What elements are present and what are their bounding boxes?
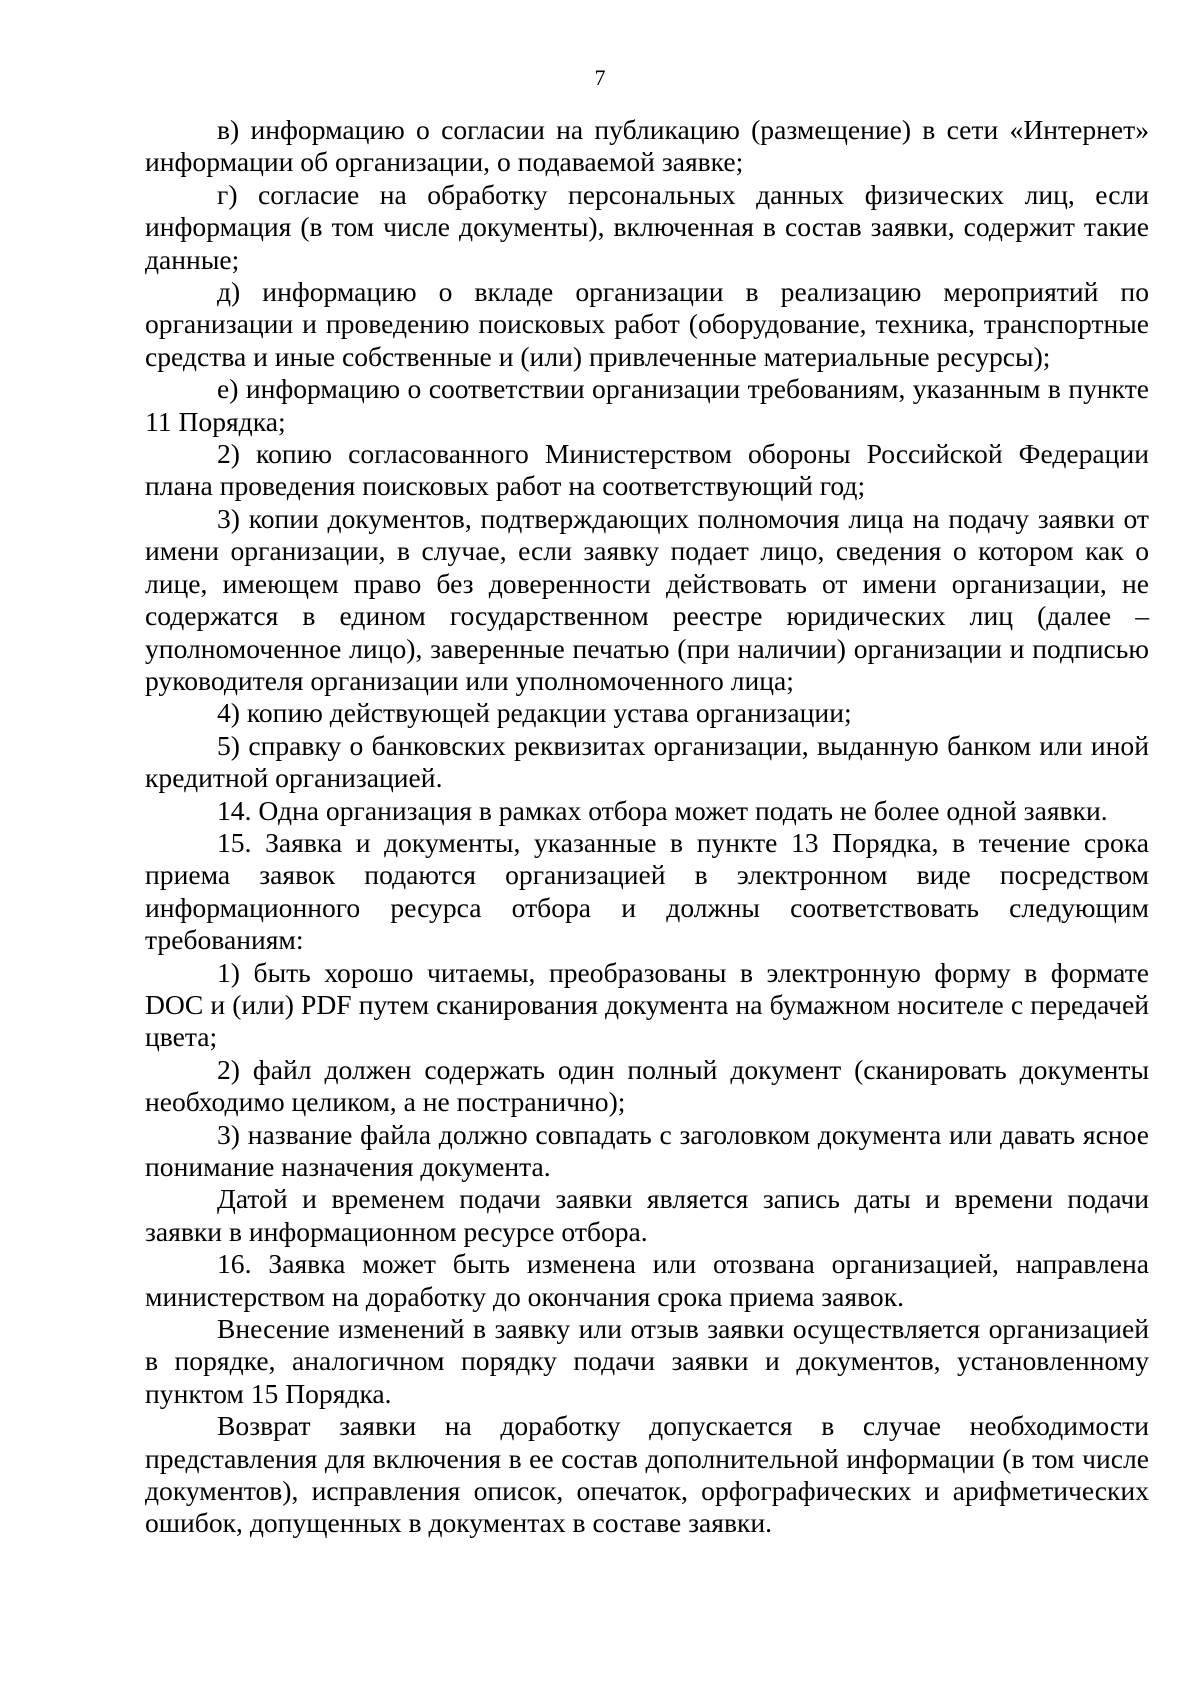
- paragraph-item-v: в) информацию о согласии на публикацию (размещение) в сети «Интернет» информации об организации, о подаваемой заявке;: [145, 114, 1149, 178]
- paragraph-requirement-2: 2) файл должен содержать один полный документ (сканировать документы необходимо целиком, а не постранично);: [145, 1053, 1149, 1118]
- paragraph-item-d: д) информацию о вкладе организации в реализацию мероприятий по организации и проведению поисковых работ (оборудование, техника, транспортные средства и иные собственные и (или) привлеченные материальные ресурсы);: [145, 276, 1149, 372]
- paragraph-changes: Внесение изменений в заявку или отзыв заявки осуществляется организацией в порядке, аналогичном порядку подачи заявки и документов, установленному пунктом 15 Порядка.: [145, 1313, 1149, 1409]
- paragraph-item-e: е) информацию о соответствии организации требованиям, указанным в пункте 11 Порядка;: [145, 373, 1149, 437]
- paragraph-clause-16: 16. Заявка может быть изменена или отозвана организацией, направлена министерством на доработку до окончания срока приема заявок.: [145, 1248, 1149, 1312]
- document-body: [145, 114, 1149, 1540]
- paragraph-submission-date: Датой и временем подачи заявки является запись даты и времени подачи заявки в информационном ресурсе отбора.: [145, 1183, 1149, 1247]
- paragraph-requirement-3: 3) название файла должно совпадать с заголовком документа или давать ясное понимание назначения документа.: [145, 1118, 1149, 1182]
- paragraph-clause-15: 15. Заявка и документы, указанные в пункте 13 Порядка, в течение срока приема заявок подаются организацией в электронном виде посредством информационного ресурса отбора и должны соответствовать следующим требованиям:: [145, 826, 1149, 956]
- paragraph-return: Возврат заявки на доработку допускается в случае необходимости представления для включения в ее состав дополнительной информации (в том числе документов), исправления описок, опечаток, орфографических и арифметических ошибок, допущенных в документах в составе заявки.: [145, 1410, 1149, 1539]
- paragraph-clause-14: 14. Одна организация в рамках отбора может подать не более одной заявки.: [217, 794, 1108, 826]
- paragraph-item-g: г) согласие на обработку персональных данных физических лиц, если информация (в том числе документы), включенная в состав заявки, содержит такие данные;: [145, 178, 1149, 275]
- paragraph-item-5: 5) справку о банковских реквизитах организации, выданную банком или иной кредитной организацией.: [145, 729, 1149, 794]
- page-number: 7: [594, 65, 606, 90]
- paragraph-item-2: 2) копию согласованного Министерством обороны Российской Федерации плана проведения поисковых работ на соответствующий год;: [145, 438, 1149, 502]
- paragraph-item-3: 3) копии документов, подтверждающих полномочия лица на подачу заявки от имени организации, в случае, если заявку подает лицо, сведения о котором как о лице, имеющем право без доверенности действовать от имени организации, не содержатся в едином государственном реестре юридических лиц (далее – уполномоченное лицо), заверенные печатью (при наличии) организации и подписью руководителя организации или уполномоченного лица;: [145, 502, 1149, 696]
- paragraph-item-4: 4) копию действующей редакции устава организации;: [217, 697, 852, 729]
- paragraph-requirement-1: 1) быть хорошо читаемы, преобразованы в электронную форму в формате DOC и (или) PDF путем сканирования документа на бумажном носителе с передачей цвета;: [145, 956, 1149, 1053]
